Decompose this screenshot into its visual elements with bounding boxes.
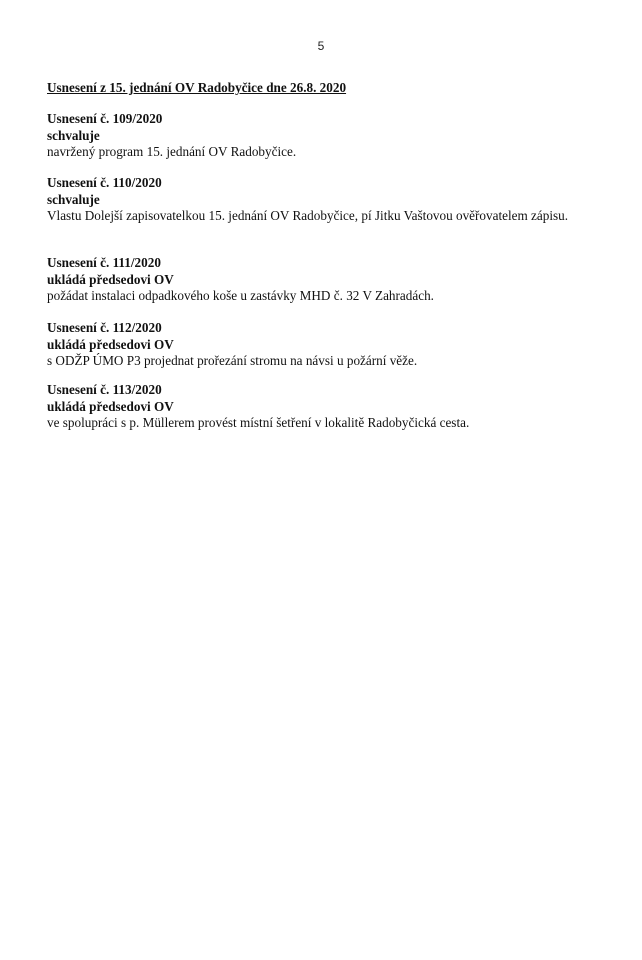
resolution-text: navržený program 15. jednání OV Radobyčice. bbox=[47, 144, 297, 159]
resolution-verb: ukládá předsedovi OV bbox=[47, 398, 174, 414]
resolution-heading: Usnesení č. 111/2020 bbox=[47, 255, 161, 270]
resolution-block bbox=[47, 111, 587, 161]
resolution-heading: Usnesení č. 113/2020 bbox=[47, 382, 162, 397]
resolution-verb: schvaluje bbox=[47, 127, 100, 143]
resolution-heading: Usnesení č. 109/2020 bbox=[47, 111, 163, 126]
resolution-verb: ukládá předsedovi OV bbox=[47, 336, 174, 352]
resolution-text: ve spolupráci s p. Müllerem provést místní šetření v lokalitě Radobyčická cesta. bbox=[47, 415, 470, 430]
resolution-block bbox=[47, 320, 587, 370]
resolution-block bbox=[47, 255, 587, 305]
resolution-heading: Usnesení č. 112/2020 bbox=[47, 320, 162, 335]
resolution-verb: schvaluje bbox=[47, 191, 100, 207]
resolution-block bbox=[47, 175, 587, 225]
resolution-verb: ukládá předsedovi OV bbox=[47, 271, 174, 287]
resolution-text: požádat instalaci odpadkového koše u zastávky MHD č. 32 V Zahradách. bbox=[47, 288, 434, 303]
resolution-text: Vlastu Dolejší zapisovatelkou 15. jednání OV Radobyčice, pí Jitku Vaštovou ověřovatelem zápisu. bbox=[47, 208, 569, 223]
resolution-block bbox=[47, 382, 587, 432]
resolution-heading: Usnesení č. 110/2020 bbox=[47, 175, 162, 190]
page-number: 5 bbox=[317, 39, 325, 53]
resolution-text: s ODŽP ÚMO P3 projednat prořezání stromu na návsi u požární věže. bbox=[47, 353, 418, 368]
document-title: Usnesení z 15. jednání OV Radobyčice dne 26.8. 2020 bbox=[47, 80, 347, 95]
